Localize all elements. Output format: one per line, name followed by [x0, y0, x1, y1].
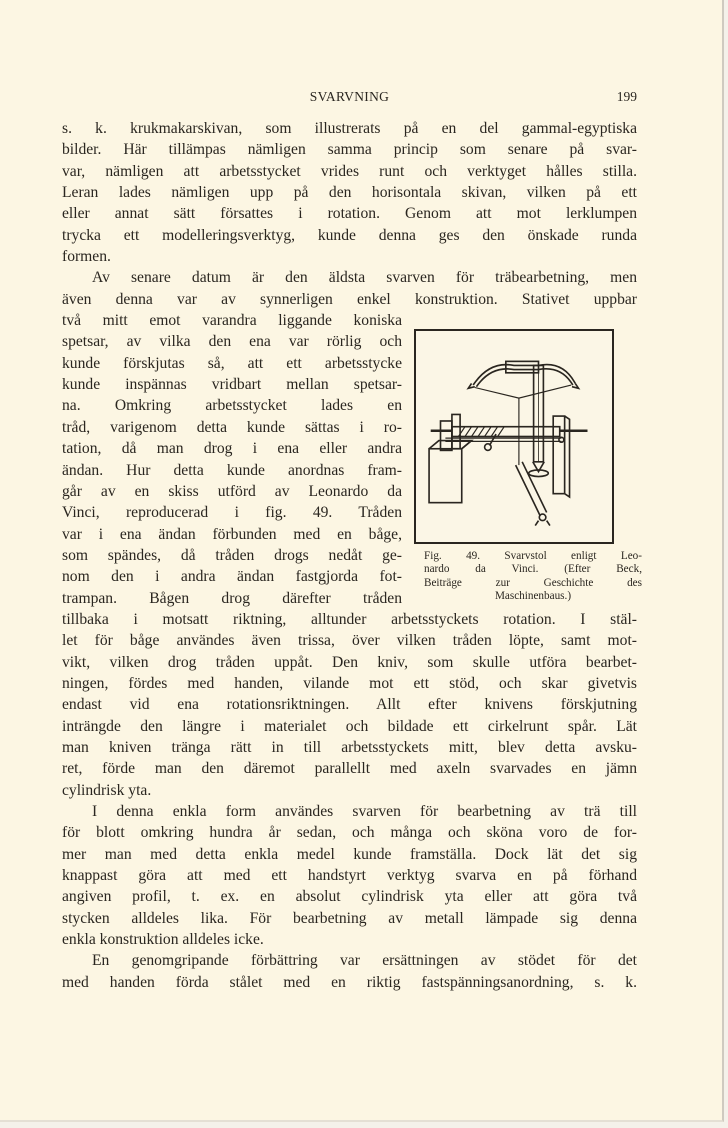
text-line: spetsar, av vilka den ena var rörlig och	[62, 333, 402, 351]
text-line: bilder. Här tillämpas nämligen samma princip som senare på svar-	[62, 141, 637, 159]
figure-caption	[424, 550, 642, 604]
caption-line: Beiträge zur Geschichte des	[424, 576, 642, 589]
figure-49	[414, 329, 642, 604]
text-line: även denna var av synnerligen enkel konstruktion. Stativet uppbar	[62, 290, 637, 308]
text-line: knappast göra att med ett handstyrt verktyg svarva en på förhand	[62, 867, 637, 885]
figure-illustration	[414, 329, 614, 544]
text-line: kunde förskjutas så, att ett arbetsstycke	[62, 354, 402, 372]
text-line: Leran lades nämligen upp på den horisontala skivan, vilken på ett	[62, 184, 637, 202]
text-line: Vinci, reproducerad i fig. 49. Tråden	[62, 504, 402, 522]
text-line: för blott omkring hundra år sedan, och många och sköna voro de for-	[62, 824, 637, 842]
page-number: 199	[616, 89, 637, 104]
text-line: var i ena ändan förbunden med en båge,	[62, 525, 402, 543]
text-line: ändan. Hur detta kunde anordnas fram-	[62, 461, 402, 479]
text-line: enkla konstruktion alldeles icke.	[62, 931, 264, 949]
paragraph-start-line: I denna enkla form användes svarven för bearbetning av trä till	[92, 803, 637, 820]
text-line: kunde inspännas vridbart mellan spetsar-	[62, 376, 402, 394]
running-title: SVARVNING	[309, 89, 390, 104]
text-line: inträngde den längre i materialet och bildade ett cirkelrunt spår. Lät	[62, 717, 637, 735]
text-line: s. k. krukmakarskivan, som illustrerats på en del gammal-egyptiska	[62, 120, 637, 137]
text-line: med handen förda stålet med en riktig fastspänningsanordning, s. k.	[62, 973, 637, 991]
caption-line: Fig. 49. Svarvstol enligt Leo-	[424, 550, 642, 562]
text-line: var, nämligen att arbetsstycket vrides runt och verktyget hålles stilla.	[62, 162, 637, 180]
text-line: två mitt emot varandra liggande koniska	[62, 312, 402, 330]
caption-line: nardo da Vinci. (Efter Beck,	[424, 563, 642, 576]
text-line: mer man med detta enkla medel kunde framställa. Dock lät det sig	[62, 845, 637, 863]
text-line: ret, förde man den däremot parallellt med axeln svarvades en jämn	[62, 760, 637, 778]
text-line: vikt, vilken drog tråden uppåt. Den kniv, som skulle utföra bearbet-	[62, 653, 637, 671]
text-line: formen.	[62, 248, 111, 266]
text-line: stycken alldeles lika. För bearbetning av metall lämpade sig denna	[62, 909, 637, 927]
text-line: tråd, varigenom detta kunde sättas i ro-	[62, 418, 402, 436]
text-line: man kniven tränga rätt in till arbetsstyckets mitt, blev detta avsku-	[62, 738, 637, 756]
running-head	[62, 89, 637, 109]
caption-line: Maschinenbaus.)	[494, 590, 572, 603]
text-line: trycka ett modelleringsverktyg, kunde denna ges den önskade runda	[62, 226, 637, 244]
text-line: eller annat sätt försattes i rotation. Genom att mot lerklumpen	[62, 205, 637, 223]
text-line: som spändes, då tråden drogs nedåt ge-	[62, 546, 402, 564]
text-line: trampan. Bågen drog därefter tråden	[62, 589, 402, 607]
text-line: går av en skiss utförd av Leonardo da	[62, 482, 402, 500]
text-line: let för båge användes även trissa, över vilken tråden löpte, samt mot-	[62, 632, 637, 650]
paragraph-start-line: Av senare datum är den äldsta svarven för träbearbetning, men	[92, 269, 637, 287]
text-line: na. Omkring arbetsstycket lades en	[62, 397, 402, 415]
text-line: endast vid ena rotationsriktningen. Allt efter knivens förskjutning	[62, 696, 637, 714]
text-line: tation, då man drog i ena eller andra	[62, 440, 402, 458]
lathe-drawing-icon	[416, 331, 612, 542]
text-line: ningen, fördes med handen, vilande mot ett stöd, och skar givetvis	[62, 674, 637, 692]
text-line: tillbaka i motsatt riktning, alltunder arbetsstyckets rotation. I stäl-	[62, 610, 637, 628]
text-line: angiven profil, t. ex. en absolut cylindrisk yta eller att göra två	[62, 888, 637, 906]
paragraph-start-line: En genomgripande förbättring var ersättningen av stödet för det	[92, 952, 637, 970]
text-line: cylindrisk yta.	[62, 781, 152, 799]
text-line: nom den i andra ändan fastgjorda fot-	[62, 568, 402, 586]
